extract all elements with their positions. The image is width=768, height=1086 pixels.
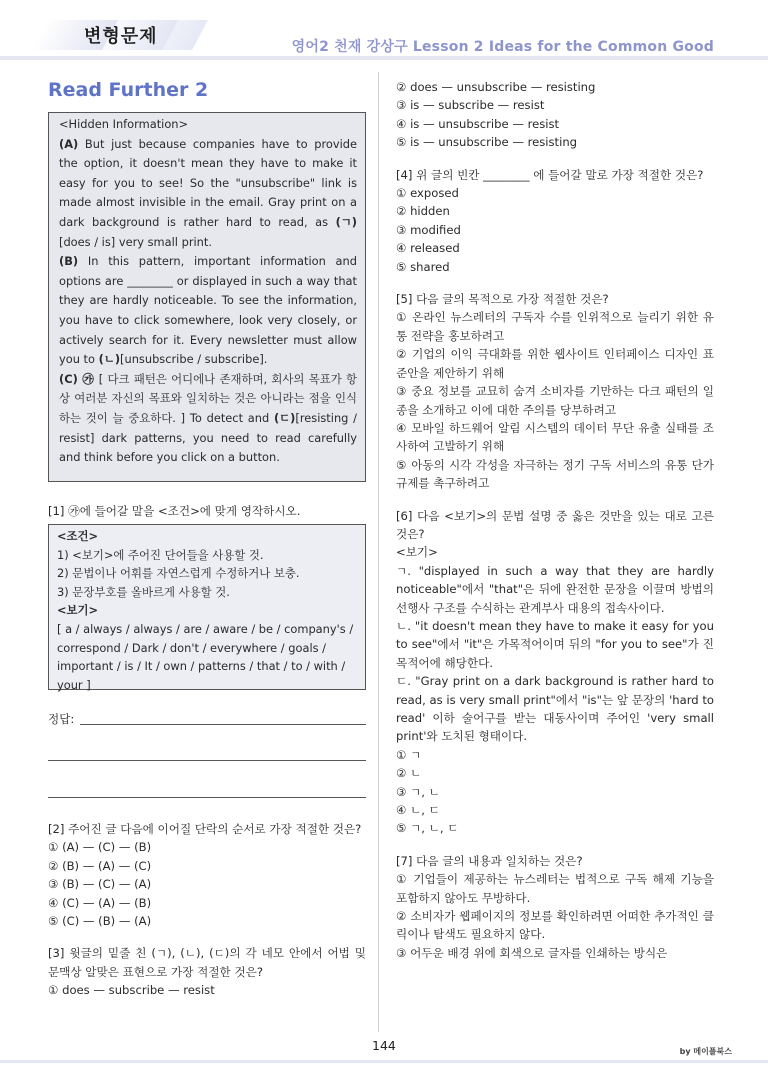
passage-hidden-label: <Hidden Information> [59, 117, 189, 131]
bogi-words: [ a / always / always / are / aware / be / company's / correspond / Dark / don't / everywhere / goals / important / is / It / own / patterns / that / to / with / your ] [57, 621, 354, 692]
q2-option[interactable]: ③ (B) — (C) — (A) [48, 877, 152, 892]
cond-item: 2) 문법이나 어휘를 자연스럽게 수정하거나 보충. [57, 566, 300, 581]
q5-option[interactable]: ② 기업의 이익 극대화를 위한 웹사이트 인터페이스 디자인 표준안을 제안하기 위해 [396, 347, 714, 380]
q7-option[interactable]: ② 소비자가 웹페이지의 정보를 확인하려면 어떠한 추가적인 클릭이나 탐색도 필요하지 않다. [396, 909, 714, 942]
q4-option[interactable]: ⑤ shared [396, 259, 450, 274]
header-divider [0, 56, 768, 60]
header-tag: 변형문제 [84, 26, 158, 47]
q3-stem: [3] 윗글의 밑줄 친 (ㄱ), (ㄴ), (ㄷ)의 각 네모 안에서 어법 및 문맥상 알맞은 표현으로 가장 적절한 것은? [48, 946, 366, 979]
q3-option[interactable]: ① does — subscribe — resist [48, 983, 215, 998]
q5-option[interactable]: ④ 모바일 하드웨어 알림 시스템의 데이터 무단 유출 실태를 조사하여 고발하기 위해 [396, 420, 714, 454]
column-divider [378, 72, 379, 1032]
passage-paragraph-a [59, 135, 357, 253]
q1-stem: [1] ㉮에 들어갈 말을 <조건>에 맞게 영작하시오. [48, 504, 301, 518]
q2-stem: [2] 주어진 글 다음에 이어질 단락의 순서로 가장 적절한 것은? [48, 822, 362, 836]
q4-option[interactable]: ④ released [396, 241, 460, 256]
label-b: (B) [59, 254, 79, 269]
para-c-text: [ 다크 패턴은 어디에나 존재하며, 회사의 목표가 항상 여러분 자신의 목표와 일치하는 것은 아니라는 점을 인식하는 것이 늘 중요하다. ] To detect and [59, 371, 357, 425]
q2-option[interactable]: ① (A) — (C) — (B) [48, 840, 152, 855]
cond-header: <조건> [57, 529, 99, 543]
section-title: Read Further 2 [48, 79, 209, 101]
cond-item: 1) <보기>에 주어진 단어들을 사용할 것. [57, 547, 264, 562]
q6-option[interactable]: ⑤ ㄱ, ㄴ, ㄷ [396, 821, 459, 836]
para-b-choice: [unsubscribe / subscribe]. [120, 352, 268, 367]
q6-stem: [6] 다음 <보기>의 문법 설명 중 옳은 것만을 있는 대로 고른 것은? [396, 508, 714, 541]
para-b-text: In this pattern, important information and options are ________ or displayed in such a way that they are hardly noticeable. To see the information, you have to click somewhere, look very closely, or actively search for it. Every newsletter must allow you to [59, 254, 357, 367]
q6-option[interactable]: ④ ㄴ, ㄷ [396, 803, 440, 818]
bogi-header: <보기> [57, 603, 99, 618]
q6-bogi-header: <보기> [396, 545, 438, 560]
passage-paragraph-c [59, 370, 357, 468]
q6-bogi-item: ㄴ. "it doesn't mean they have to make it easy for you to see"에서 "it"은 가목적어이며 뒤의 "for you to see"가 진목적어에 해당한다. [396, 618, 714, 670]
q4-option[interactable]: ② hidden [396, 204, 450, 219]
q3-option[interactable]: ③ is — subscribe — resist [396, 98, 545, 113]
para-a-text: But just because companies have to provide the option, it doesn't mean they have to make it easy for you to see! So the "unsubscribe" link is made almost invisible in the email. Gray print on a dark background is rather hard to read, as [59, 136, 357, 229]
q3-option[interactable]: ④ is — unsubscribe — resist [396, 116, 560, 131]
q1-condition-box [48, 524, 366, 690]
q5-option[interactable]: ③ 중요 정보를 교묘히 숨겨 소비자를 기만하는 다크 패턴의 일종을 소개하고 이에 대한 주의를 당부하려고 [396, 384, 714, 417]
page-number: 144 [372, 1038, 396, 1053]
q3-option[interactable]: ⑤ is — unsubscribe — resisting [396, 135, 578, 150]
q6-option[interactable]: ③ ㄱ, ㄴ [396, 784, 440, 799]
q6-option[interactable]: ② ㄴ [396, 766, 422, 781]
q5-stem: [5] 다음 글의 목적으로 가장 적절한 것은? [396, 292, 609, 307]
para-c-choice: [resisting / resist] dark patterns, you need to read carefully and think before you click on a button. [59, 410, 357, 465]
label-a: (A) [59, 136, 79, 151]
q6-bogi-item: ㄱ. "displayed in such a way that they are hardly noticeable"에서 "that"은 뒤에 완전한 문장을 이끌며 방법의 선행사 구조를 수식하는 관계부사 대용의 접속사이다. [396, 563, 714, 615]
q2-option[interactable]: ④ (C) — (A) — (B) [48, 895, 152, 910]
header-title: 영어2 천재 강상구 Lesson 2 Ideas for the Common Good [291, 39, 714, 55]
q2-option[interactable]: ⑤ (C) — (B) — (A) [48, 914, 152, 929]
answer-line-3[interactable] [48, 797, 366, 798]
mark-a: (ㄱ) [335, 214, 357, 229]
answer-line-2[interactable] [48, 760, 366, 761]
q4-option[interactable]: ③ modified [396, 222, 461, 237]
q3-option[interactable]: ② does — unsubscribe — resisting [396, 80, 596, 94]
para-a-choice: [does / is] very small print. [59, 234, 212, 249]
footer-divider [0, 1060, 768, 1063]
right-column [396, 78, 714, 962]
cond-item: 3) 문장부호를 올바르게 사용할 것. [57, 584, 230, 599]
label-c: (C) [59, 371, 78, 386]
q2-option[interactable]: ② (B) — (A) — (C) [48, 858, 152, 873]
mark-b: (ㄴ) [98, 352, 121, 367]
q7-option[interactable]: ① 기업들이 제공하는 뉴스레터는 법적으로 구독 해제 기능을 포함하지 않아도 무방하다. [396, 872, 714, 905]
q5-option[interactable]: ① 온라인 뉴스레터의 구독자 수를 인위적으로 늘리기 위한 유통 전략을 홍보하려고 [396, 310, 714, 343]
mark-circle-ga: ㉮ [77, 371, 95, 386]
q7-stem: [7] 다음 글의 내용과 일치하는 것은? [396, 853, 583, 868]
footer-brand: by 메이플북스 [679, 1047, 732, 1056]
q6-bogi-item: ㄷ. "Gray print on a dark background is rather hard to read, as is very small print"에서 "is"는 앞 문장의 'hard to read' 이하 술어구를 받는 대동사이며 주어인 'very small print'와 도치된 형태이다. [396, 674, 714, 744]
q4-stem: [4] 위 글의 빈칸 ________ 에 들어갈 말로 가장 적절한 것은? [396, 167, 704, 182]
passage-box [48, 112, 366, 482]
answer-label: 정답: [48, 712, 75, 726]
answer-line-1[interactable] [80, 724, 366, 725]
q4-option[interactable]: ① exposed [396, 186, 459, 201]
q2-block [48, 820, 366, 1000]
q6-option[interactable]: ① ㄱ [396, 747, 422, 762]
passage-paragraph-b [59, 252, 357, 370]
q7-option[interactable]: ③ 어두운 배경 위에 회색으로 글자를 인쇄하는 방식은 [396, 945, 668, 960]
mark-c: (ㄷ) [273, 410, 296, 425]
q5-option[interactable]: ⑤ 아동의 시각 각성을 자극하는 정기 구독 서비스의 유통 단가 규제를 촉구하려고 [396, 457, 714, 491]
